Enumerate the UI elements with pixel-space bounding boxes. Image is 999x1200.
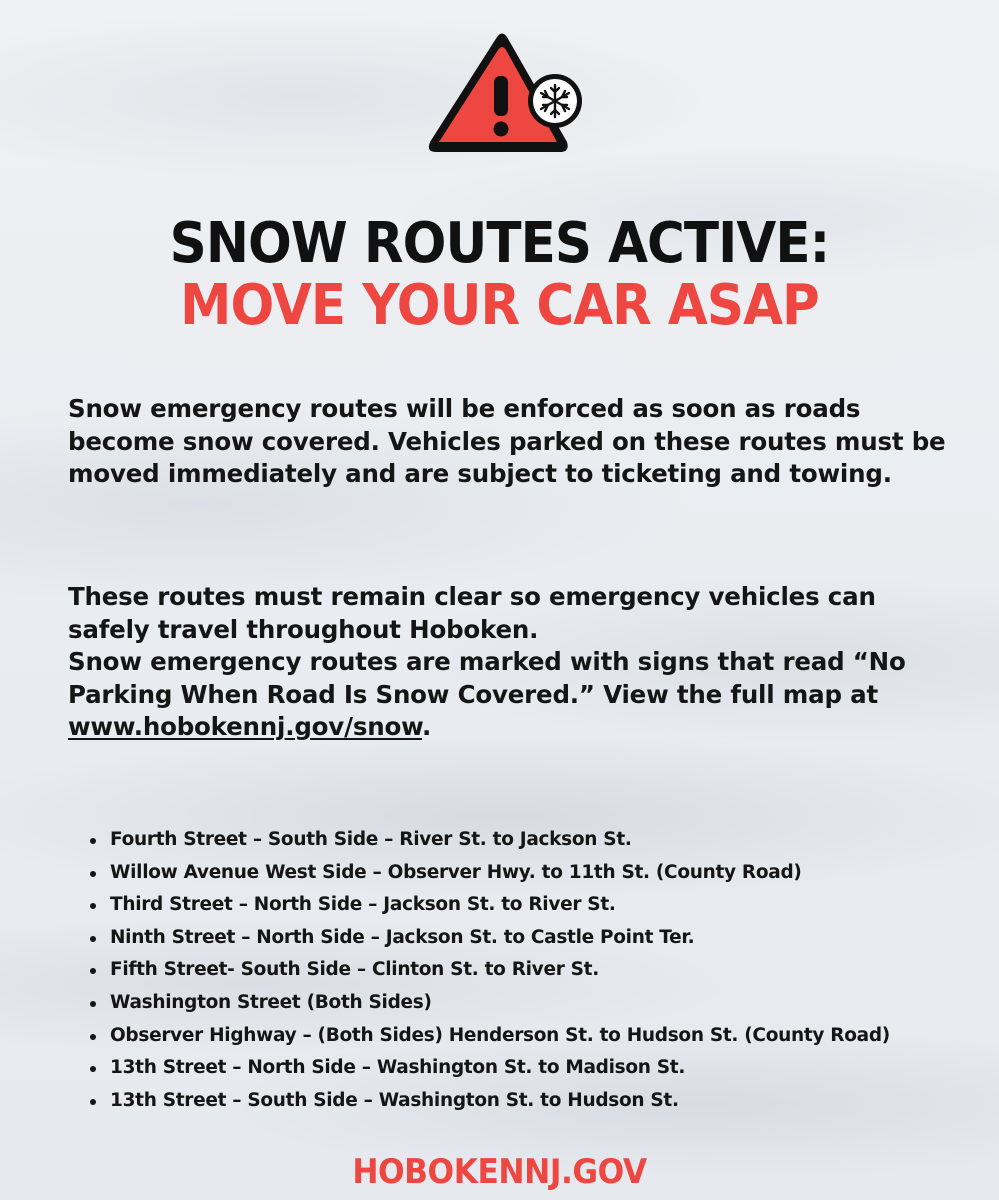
list-item [88, 857, 968, 890]
snow-routes-list [88, 824, 968, 1117]
bullet-icon [90, 903, 96, 909]
bullet-icon [90, 936, 96, 942]
list-item [88, 954, 968, 987]
snow-map-link[interactable]: www.hobokennj.gov/snow [68, 712, 422, 741]
route-text: Fourth Street – South Side – River St. to Jackson St. [110, 829, 632, 850]
footer-website: HOBOKENNJ.GOV [352, 1152, 647, 1192]
route-text: Ninth Street – North Side – Jackson St. to Castle Point Ter. [110, 926, 695, 948]
bullet-icon [90, 1099, 96, 1105]
bullet-icon [90, 1066, 96, 1072]
list-item [88, 824, 968, 857]
purpose-paragraph: These routes must remain clear so emergency vehicles can safely travel throughout Hoboken. [68, 582, 876, 644]
list-item [88, 987, 968, 1020]
signage-period: . [421, 712, 432, 741]
route-text: Fifth Street- South Side – Clinton St. to River St. [110, 959, 599, 981]
bullet-icon [90, 968, 96, 974]
exclamation-bar [494, 76, 508, 116]
bullet-icon [90, 871, 96, 877]
bullet-icon [90, 1034, 96, 1040]
route-text: Washington Street (Both Sides) [110, 991, 432, 1013]
list-item [88, 922, 968, 955]
list-item [88, 1052, 968, 1085]
list-item [88, 1020, 968, 1053]
signage-text: Snow emergency routes are marked with signs that read “No Parking When Road Is Snow Covered.” View the full map at [68, 647, 906, 709]
route-text: 13th Street – South Side – Washington St. to Hudson St. [110, 1089, 679, 1111]
route-text: Willow Avenue West Side – Observer Hwy. to 11th St. (County Road) [110, 861, 802, 883]
headline-line-2: MOVE YOUR CAR ASAP [180, 273, 819, 338]
route-text: Third Street – North Side – Jackson St. to River St. [110, 894, 616, 916]
bullet-icon [90, 1001, 96, 1007]
exclamation-dot [494, 122, 509, 137]
headline-line-1: SNOW ROUTES ACTIVE: [169, 211, 830, 276]
list-item [88, 889, 968, 922]
route-text: 13th Street – North Side – Washington St. to Madison St. [110, 1057, 686, 1079]
bullet-icon [90, 838, 96, 844]
signage-paragraph [68, 646, 948, 744]
warning-snow-icon [427, 30, 595, 158]
enforcement-paragraph: Snow emergency routes will be enforced as soon as roads become snow covered. Vehicles parked on these routes must be moved immediately and are subject to ticketing and towing. [68, 394, 946, 488]
route-text: Observer Highway – (Both Sides) Henderson St. to Hudson St. (County Road) [110, 1024, 890, 1046]
list-item [88, 1085, 968, 1118]
